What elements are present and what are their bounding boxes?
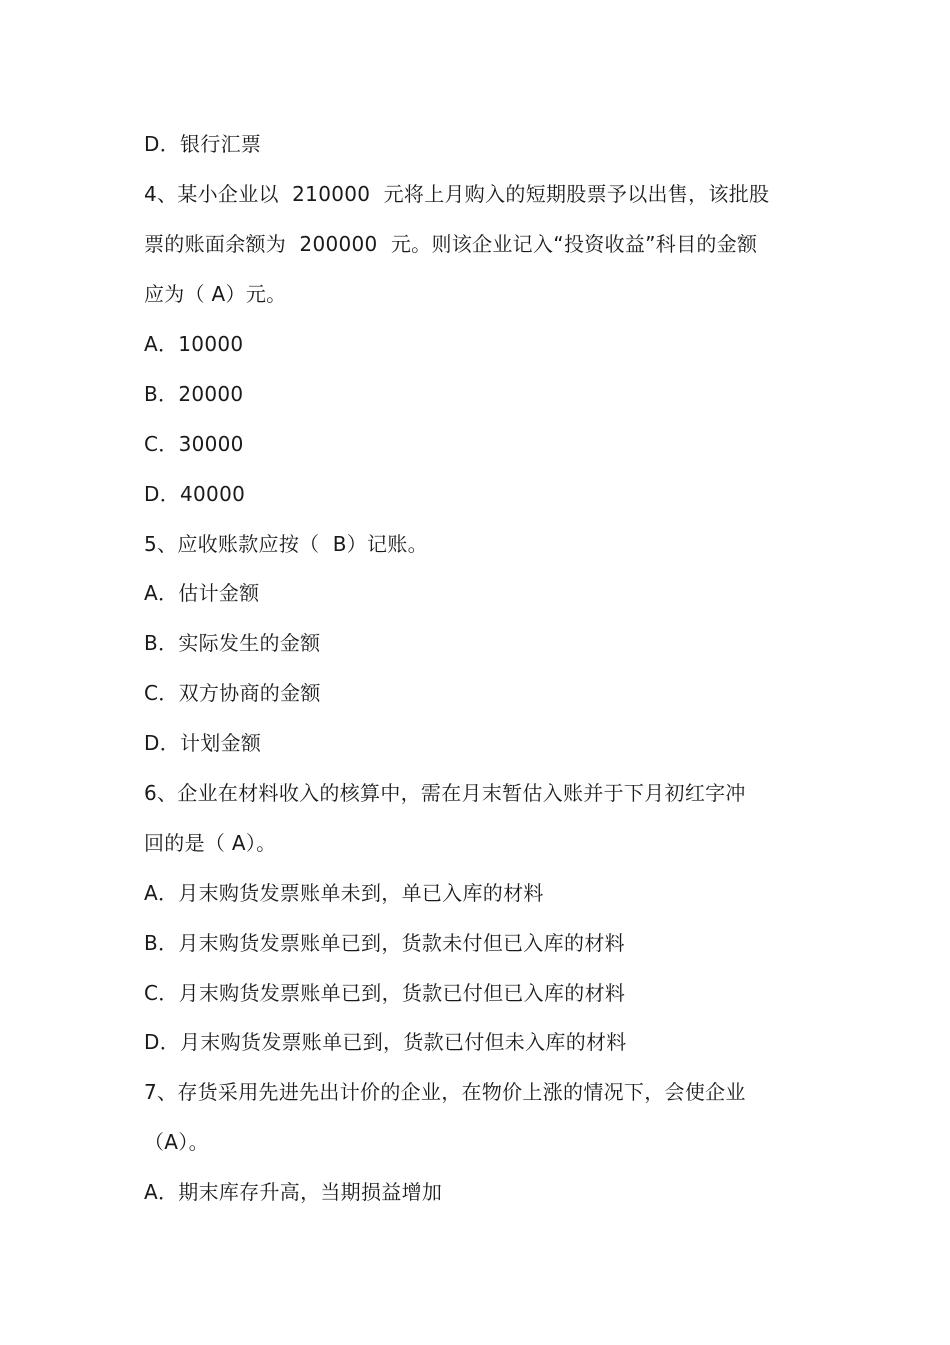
- question-4-line-1: 4、某小企业以 210000 元将上月购入的短期股票予以出售，该批股: [144, 182, 770, 206]
- question-4-option-c: C．30000: [144, 432, 244, 456]
- question-4-line-2: 票的账面余额为 200000 元。则该企业记入“投资收益”科目的金额: [144, 232, 758, 256]
- option-d-bank-draft: D．银行汇票: [144, 132, 262, 156]
- question-5-option-d: D．计划金额: [144, 731, 262, 755]
- question-6-option-c: C．月末购货发票账单已到，货款已付但已入库的材料: [144, 981, 626, 1005]
- question-5-option-b: B．实际发生的金额: [144, 631, 321, 655]
- question-7-line-1: 7、存货采用先进先出计价的企业，在物价上涨的情况下，会使企业: [144, 1080, 746, 1104]
- question-6-line-2: 回的是（ A）。: [144, 831, 277, 855]
- question-6-option-b: B．月末购货发票账单已到，货款未付但已入库的材料: [144, 931, 625, 955]
- question-4-option-a: A．10000: [144, 332, 244, 356]
- question-5-option-c: C．双方协商的金额: [144, 681, 321, 705]
- question-6-option-a: A．月末购货发票账单未到，单已入库的材料: [144, 881, 544, 905]
- question-6-line-1: 6、企业在材料收入的核算中，需在月末暂估入账并于下月初红字冲: [144, 781, 746, 805]
- question-4-line-3: 应为（ A）元。: [144, 282, 287, 306]
- question-5-stem: 5、应收账款应按（ B）记账。: [144, 532, 428, 556]
- question-6-option-d: D．月末购货发票账单已到，货款已付但未入库的材料: [144, 1030, 627, 1054]
- question-5-option-a: A．估计金额: [144, 581, 260, 605]
- question-7-line-2: （A）。: [144, 1130, 209, 1154]
- question-4-option-b: B．20000: [144, 382, 244, 406]
- question-7-option-a: A．期末库存升高，当期损益增加: [144, 1180, 443, 1204]
- question-4-option-d: D．40000: [144, 482, 246, 506]
